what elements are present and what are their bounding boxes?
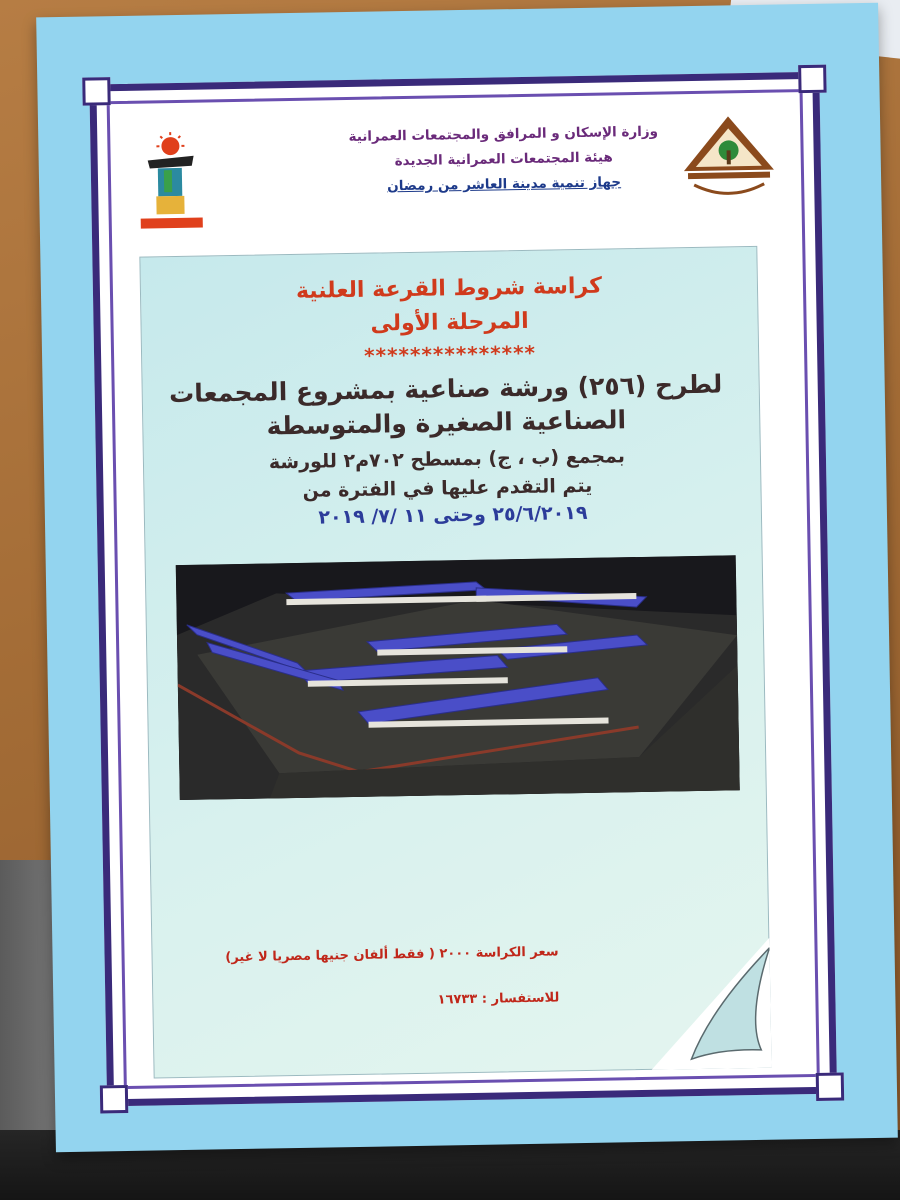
application-dates: ٢٥/٦/٢٠١٩ وحتى ١١ /٧/ ٢٠١٩ (318, 501, 588, 529)
price-label: سعر الكراسة (475, 944, 559, 961)
offer-line-1: لطرح (٢٥٦) ورشة صناعية بمشروع المجمعات (168, 369, 723, 409)
ministry-name: وزارة الإسكان و المرافق والمجتمعات العمرانية (348, 123, 659, 145)
offer-line-2: الصناعية الصغيرة والمتوسطة (266, 405, 627, 441)
industrial-complex-image (176, 555, 740, 800)
booklet-title: كراسة شروط القرعة العلنية (295, 273, 603, 304)
booklet-cover (36, 3, 898, 1153)
stars-divider: *************** (363, 340, 537, 368)
price-in-words: ( فقط ألفان جنيها مصريا لا غير) (225, 946, 436, 966)
price-value: ٢٠٠٠ (439, 945, 472, 962)
contact-label: للاستفسار : (481, 990, 560, 1007)
authority-name: هيئة المجتمعات العمرانية الجديدة (394, 149, 613, 170)
frame-corner (798, 65, 826, 93)
phase-title: المرحلة الأولى (370, 308, 529, 337)
offer-line-3: بمجمع (ب ، ج) بمسطح ٧٠٢م٢ للورشة (268, 445, 626, 474)
page-curl-decoration (649, 938, 771, 1070)
offer-line-4: يتم التقدم عليها في الفترة من (302, 474, 593, 502)
frame-corner (82, 77, 110, 105)
offer-description (162, 367, 730, 507)
content-panel (139, 246, 771, 1079)
booklet-price (225, 944, 558, 965)
decorative-frame (89, 72, 837, 1107)
frame-corner (816, 1073, 844, 1101)
issuer-header (338, 119, 669, 200)
new-communities-logo (673, 109, 785, 201)
frame-corner (100, 1085, 128, 1113)
contact-info (437, 990, 559, 1007)
tenth-of-ramadan-logo (133, 129, 209, 236)
contact-number: ١٦٧٣٣ (437, 991, 478, 1008)
department-name: جهاز تنمية مدينة العاشر من رمضان (387, 174, 622, 195)
